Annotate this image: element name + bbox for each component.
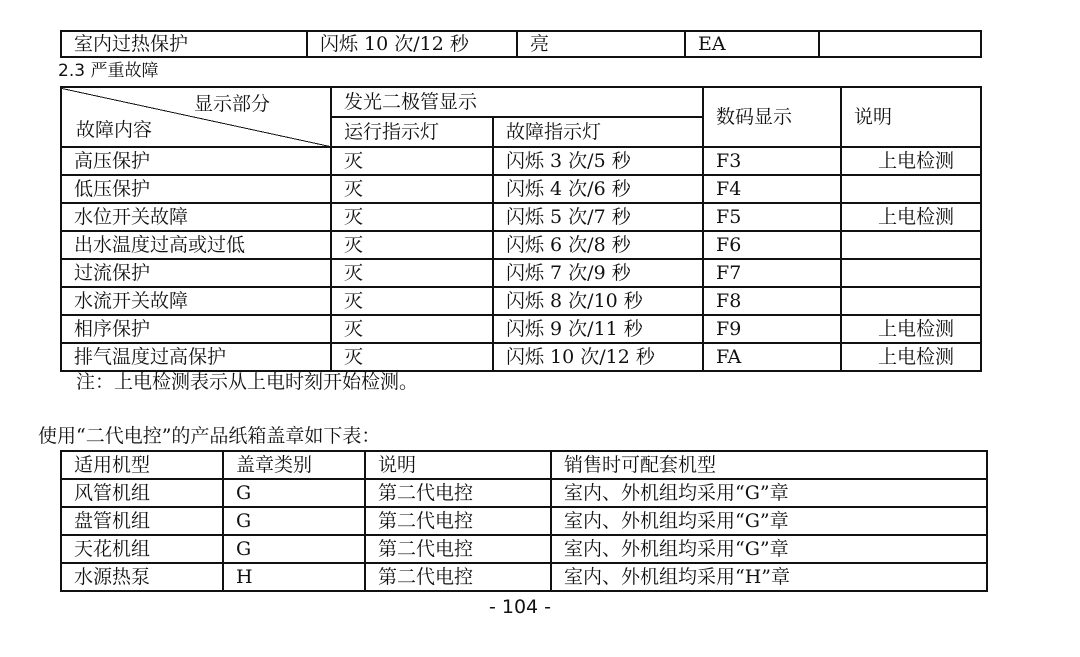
matching-model-cell: 室内、外机组均采用“G”章 [551,479,987,507]
digital-code-cell: EA [685,31,819,57]
model-cell: 天花机组 [61,535,223,563]
description-cell [819,31,981,57]
digital-code-cell: F8 [703,287,841,315]
run-led-cell: 灭 [331,259,493,287]
table-header-row [61,451,987,479]
table-row [61,343,981,371]
matching-model-cell: 室内、外机组均采用“G”章 [551,507,987,535]
description-cell: 第二代电控 [365,479,551,507]
column-header: 适用机型 [61,451,223,479]
matching-model-cell: 室内、外机组均采用“H”章 [551,563,987,591]
table-row [61,231,981,259]
digital-code-cell: F7 [703,259,841,287]
stamp-type-cell: G [223,507,365,535]
model-cell: 风管机组 [61,479,223,507]
digital-code-cell: FA [703,343,841,371]
fault-name-cell: 排气温度过高保护 [61,343,331,371]
fault-led-cell: 闪烁 6 次/8 秒 [493,231,703,259]
run-led-cell: 亮 [517,31,685,57]
table-row [61,287,981,315]
fault-name-cell: 低压保护 [61,175,331,203]
table-row [61,479,987,507]
description-cell [841,175,981,203]
description-cell [841,259,981,287]
table-row [61,507,987,535]
fault-led-cell: 闪烁 10 次/12 秒 [307,31,517,57]
description-cell: 上电检测 [841,147,981,175]
fault-led-cell: 闪烁 10 次/12 秒 [493,343,703,371]
fault-led-cell: 闪烁 3 次/5 秒 [493,147,703,175]
model-cell: 盘管机组 [61,507,223,535]
fault-led-header: 故障指示灯 [493,117,703,147]
indoor-overheat-table [60,30,982,58]
fault-led-cell: 闪烁 4 次/6 秒 [493,175,703,203]
fault-led-cell: 闪烁 5 次/7 秒 [493,203,703,231]
fault-name-cell: 过流保护 [61,259,331,287]
table-row [61,259,981,287]
fault-name-cell: 室内过热保护 [61,31,307,57]
stamp-table-intro: 使用“二代电控”的产品纸箱盖章如下表： [38,425,381,447]
fault-led-cell: 闪烁 8 次/10 秒 [493,287,703,315]
description-cell: 上电检测 [841,343,981,371]
diagonal-header-cell [61,87,331,147]
run-led-cell: 灭 [331,147,493,175]
description-header: 说明 [841,87,981,147]
stamp-type-cell: H [223,563,365,591]
fault-led-cell: 闪烁 9 次/11 秒 [493,315,703,343]
digital-code-cell: F4 [703,175,841,203]
table-row [61,175,981,203]
table-row [61,31,981,57]
table-row [61,563,987,591]
description-cell: 第二代电控 [365,563,551,591]
display-part-label: 显示部分 [193,93,270,115]
fault-name-cell: 水位开关故障 [61,203,331,231]
stamp-type-cell: G [223,479,365,507]
description-cell [841,287,981,315]
matching-model-cell: 室内、外机组均采用“G”章 [551,535,987,563]
stamp-type-cell: G [223,535,365,563]
model-cell: 水源热泵 [61,563,223,591]
digital-code-cell: F5 [703,203,841,231]
description-cell: 上电检测 [841,203,981,231]
run-led-cell: 灭 [331,203,493,231]
led-display-header: 发光二极管显示 [331,87,703,117]
power-on-detection-note: 注：上电检测表示从上电时刻开始检测。 [76,371,419,393]
run-led-cell: 灭 [331,175,493,203]
digital-display-header: 数码显示 [703,87,841,147]
section-heading: 2.3 严重故障 [58,61,159,81]
run-led-cell: 灭 [331,315,493,343]
description-cell: 第二代电控 [365,507,551,535]
table-header-row [61,87,981,117]
fault-name-cell: 水流开关故障 [61,287,331,315]
severe-fault-table [60,86,982,372]
column-header: 销售时可配套机型 [551,451,987,479]
run-led-cell: 灭 [331,287,493,315]
fault-content-label: 故障内容 [76,119,153,141]
table-row [61,535,987,563]
run-led-header: 运行指示灯 [331,117,493,147]
fault-name-cell: 高压保护 [61,147,331,175]
description-cell: 上电检测 [841,315,981,343]
table-row [61,203,981,231]
column-header: 说明 [365,451,551,479]
table-row [61,315,981,343]
digital-code-cell: F3 [703,147,841,175]
run-led-cell: 灭 [331,343,493,371]
table-row [61,147,981,175]
column-header: 盖章类别 [223,451,365,479]
description-cell [841,231,981,259]
description-cell: 第二代电控 [365,535,551,563]
digital-code-cell: F9 [703,315,841,343]
fault-name-cell: 相序保护 [61,315,331,343]
fault-led-cell: 闪烁 7 次/9 秒 [493,259,703,287]
carton-stamp-table [60,450,988,592]
run-led-cell: 灭 [331,231,493,259]
fault-name-cell: 出水温度过高或过低 [61,231,331,259]
digital-code-cell: F6 [703,231,841,259]
page-number: - 104 - [488,596,552,618]
